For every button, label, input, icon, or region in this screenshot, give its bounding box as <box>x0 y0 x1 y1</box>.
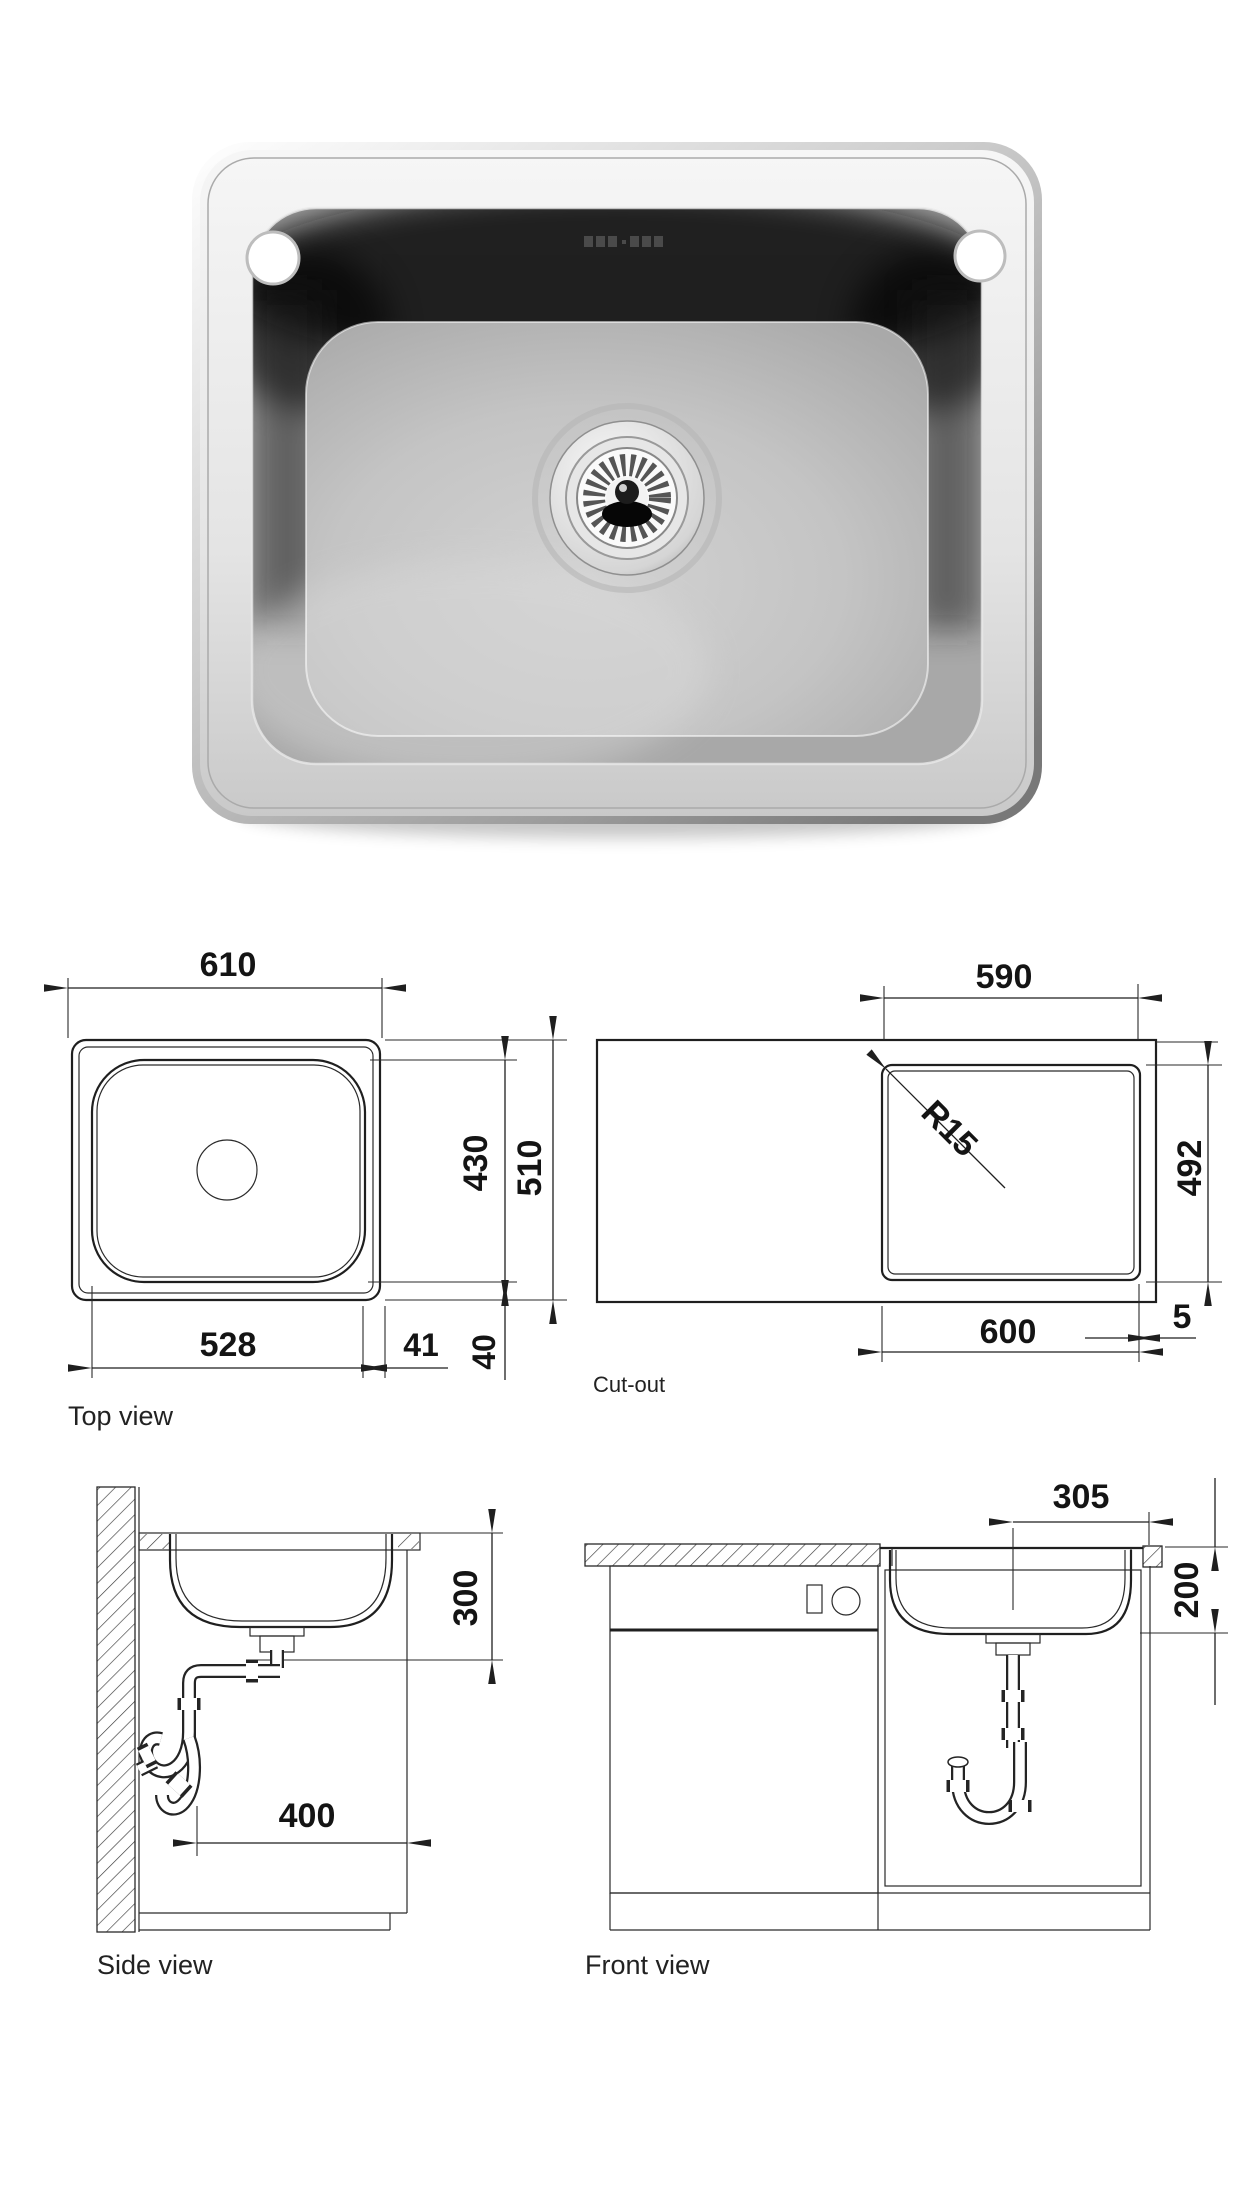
dim-r15: R15 <box>913 1093 985 1165</box>
cutout-label: Cut-out <box>593 1372 666 1397</box>
cutout-drawing <box>593 958 1222 1397</box>
dim-300: 300 <box>446 1569 485 1627</box>
wall-section <box>97 1487 135 1932</box>
dim-305: 305 <box>1052 1477 1110 1516</box>
dishwasher-circle-icon <box>832 1587 860 1615</box>
dishwasher-rect-icon <box>807 1585 822 1613</box>
side-countertop <box>139 1533 420 1550</box>
dim-510: 510 <box>510 1139 549 1197</box>
side-trap-pipes <box>139 1650 280 1809</box>
front-worktop-left <box>585 1544 880 1566</box>
side-drain <box>250 1627 304 1652</box>
top-view-bowl <box>92 1060 365 1282</box>
front-view-label: Front view <box>585 1950 710 1980</box>
dim-400: 400 <box>278 1796 336 1835</box>
front-view-drawing <box>585 1478 1228 1980</box>
dim-5: 5 <box>1172 1297 1192 1336</box>
front-trap-pipes <box>948 1634 1040 1818</box>
dim-590: 590 <box>975 957 1033 996</box>
top-view-outer-rect <box>72 1040 380 1300</box>
top-view-drawing <box>68 946 567 1431</box>
top-view-label: Top view <box>68 1401 174 1431</box>
cutout-worktop <box>597 1040 1156 1302</box>
front-cabinet-left <box>610 1566 878 1893</box>
dim-40: 40 <box>466 1334 503 1370</box>
dim-41: 41 <box>403 1327 439 1364</box>
faucet-hole-left <box>247 232 299 284</box>
dim-600: 600 <box>979 1312 1037 1351</box>
side-view-label: Side view <box>97 1950 213 1980</box>
front-bowl-section <box>890 1550 1131 1634</box>
dim-492: 492 <box>1170 1139 1209 1197</box>
drain-strainer <box>535 406 719 590</box>
front-worktop-right <box>1143 1546 1162 1567</box>
dim-200: 200 <box>1167 1561 1206 1619</box>
faucet-hole-right <box>955 231 1005 281</box>
dim-528: 528 <box>199 1325 257 1364</box>
sink-photo <box>192 142 1042 838</box>
top-view-drain <box>197 1140 257 1200</box>
side-view-drawing <box>97 1487 503 1980</box>
dim-430: 430 <box>456 1134 495 1192</box>
cutout-opening <box>882 1065 1140 1280</box>
dim-610: 610 <box>199 945 257 984</box>
